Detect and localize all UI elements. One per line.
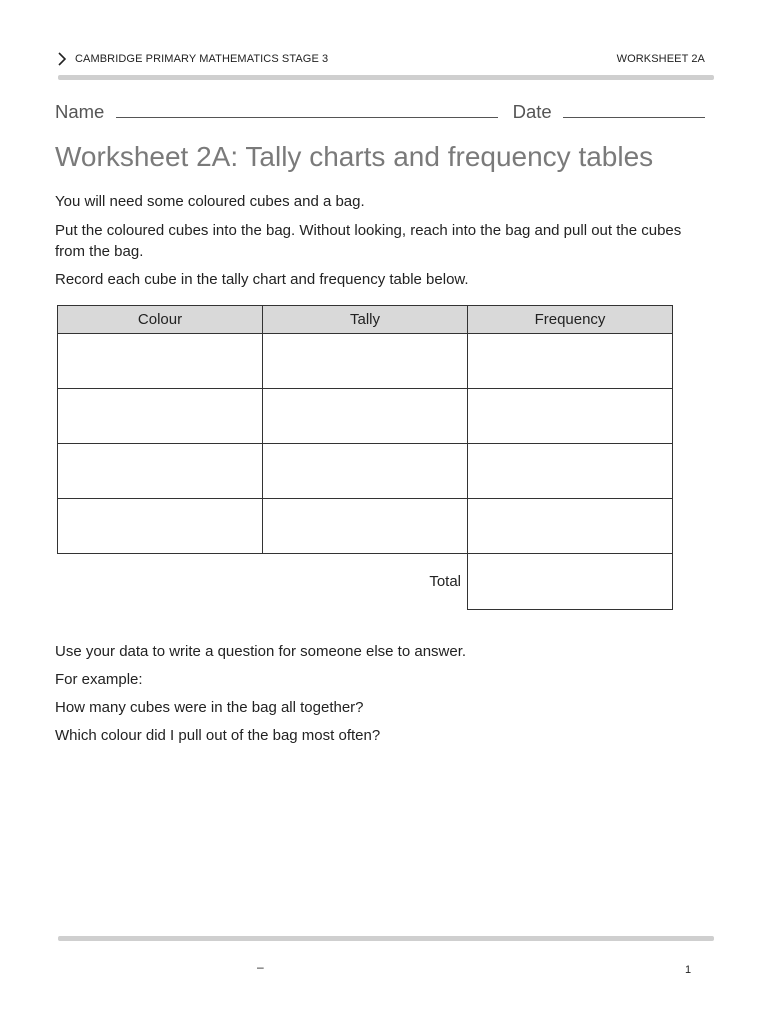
- table-header-row: [58, 306, 673, 334]
- blank-cell: [58, 554, 263, 610]
- column-header-tally: Tally: [263, 306, 468, 334]
- table-row: [58, 334, 673, 389]
- follow-up-3: How many cubes were in the bag all together?: [55, 699, 364, 716]
- instruction-3: Record each cube in the tally chart and frequency table below.: [55, 271, 469, 288]
- date-label: Date: [512, 101, 552, 122]
- name-label: Name: [55, 101, 105, 122]
- date-field[interactable]: [563, 103, 705, 118]
- footer-divider: [58, 936, 714, 941]
- chevron-right-icon: [58, 52, 66, 66]
- frequency-cell[interactable]: [468, 444, 673, 499]
- frequency-cell[interactable]: [468, 499, 673, 554]
- colour-cell[interactable]: [58, 444, 263, 499]
- worksheet-title: Worksheet 2A: Tally charts and frequency tables: [55, 141, 654, 172]
- total-row: [58, 554, 673, 610]
- follow-up-1: Use your data to write a question for someone else to answer.: [55, 643, 467, 660]
- page-number: 1: [685, 964, 692, 976]
- follow-up-4: Which colour did I pull out of the bag most often?: [55, 727, 381, 744]
- tally-cell[interactable]: [263, 389, 468, 444]
- tally-cell[interactable]: [263, 334, 468, 389]
- tally-table: [57, 305, 673, 610]
- tally-cell[interactable]: [263, 444, 468, 499]
- colour-cell[interactable]: [58, 389, 263, 444]
- footer-dash: –: [257, 960, 264, 974]
- name-field[interactable]: [116, 103, 498, 118]
- colour-cell[interactable]: [58, 334, 263, 389]
- table-row: [58, 499, 673, 554]
- colour-cell[interactable]: [58, 499, 263, 554]
- table-row: [58, 444, 673, 499]
- table-row: [58, 389, 673, 444]
- column-header-frequency: Frequency: [468, 306, 673, 334]
- name-date-row: [55, 101, 705, 123]
- total-label: Total: [429, 573, 461, 591]
- tally-cell[interactable]: [263, 499, 468, 554]
- header-divider: [58, 75, 714, 80]
- column-header-colour: Colour: [58, 306, 263, 334]
- series-title: CAMBRIDGE PRIMARY MATHEMATICS STAGE 3: [75, 53, 329, 65]
- instruction-1: You will need some coloured cubes and a bag.: [55, 193, 365, 210]
- follow-up-2: For example:: [55, 671, 143, 688]
- frequency-cell[interactable]: [468, 334, 673, 389]
- worksheet-id: WORKSHEET 2A: [616, 53, 705, 65]
- frequency-cell[interactable]: [468, 389, 673, 444]
- instruction-2: Put the coloured cubes into the bag. Without looking, reach into the bag and pull out the cubes from the bag.: [55, 222, 682, 260]
- page-header: [58, 50, 708, 70]
- total-cell[interactable]: [468, 554, 673, 610]
